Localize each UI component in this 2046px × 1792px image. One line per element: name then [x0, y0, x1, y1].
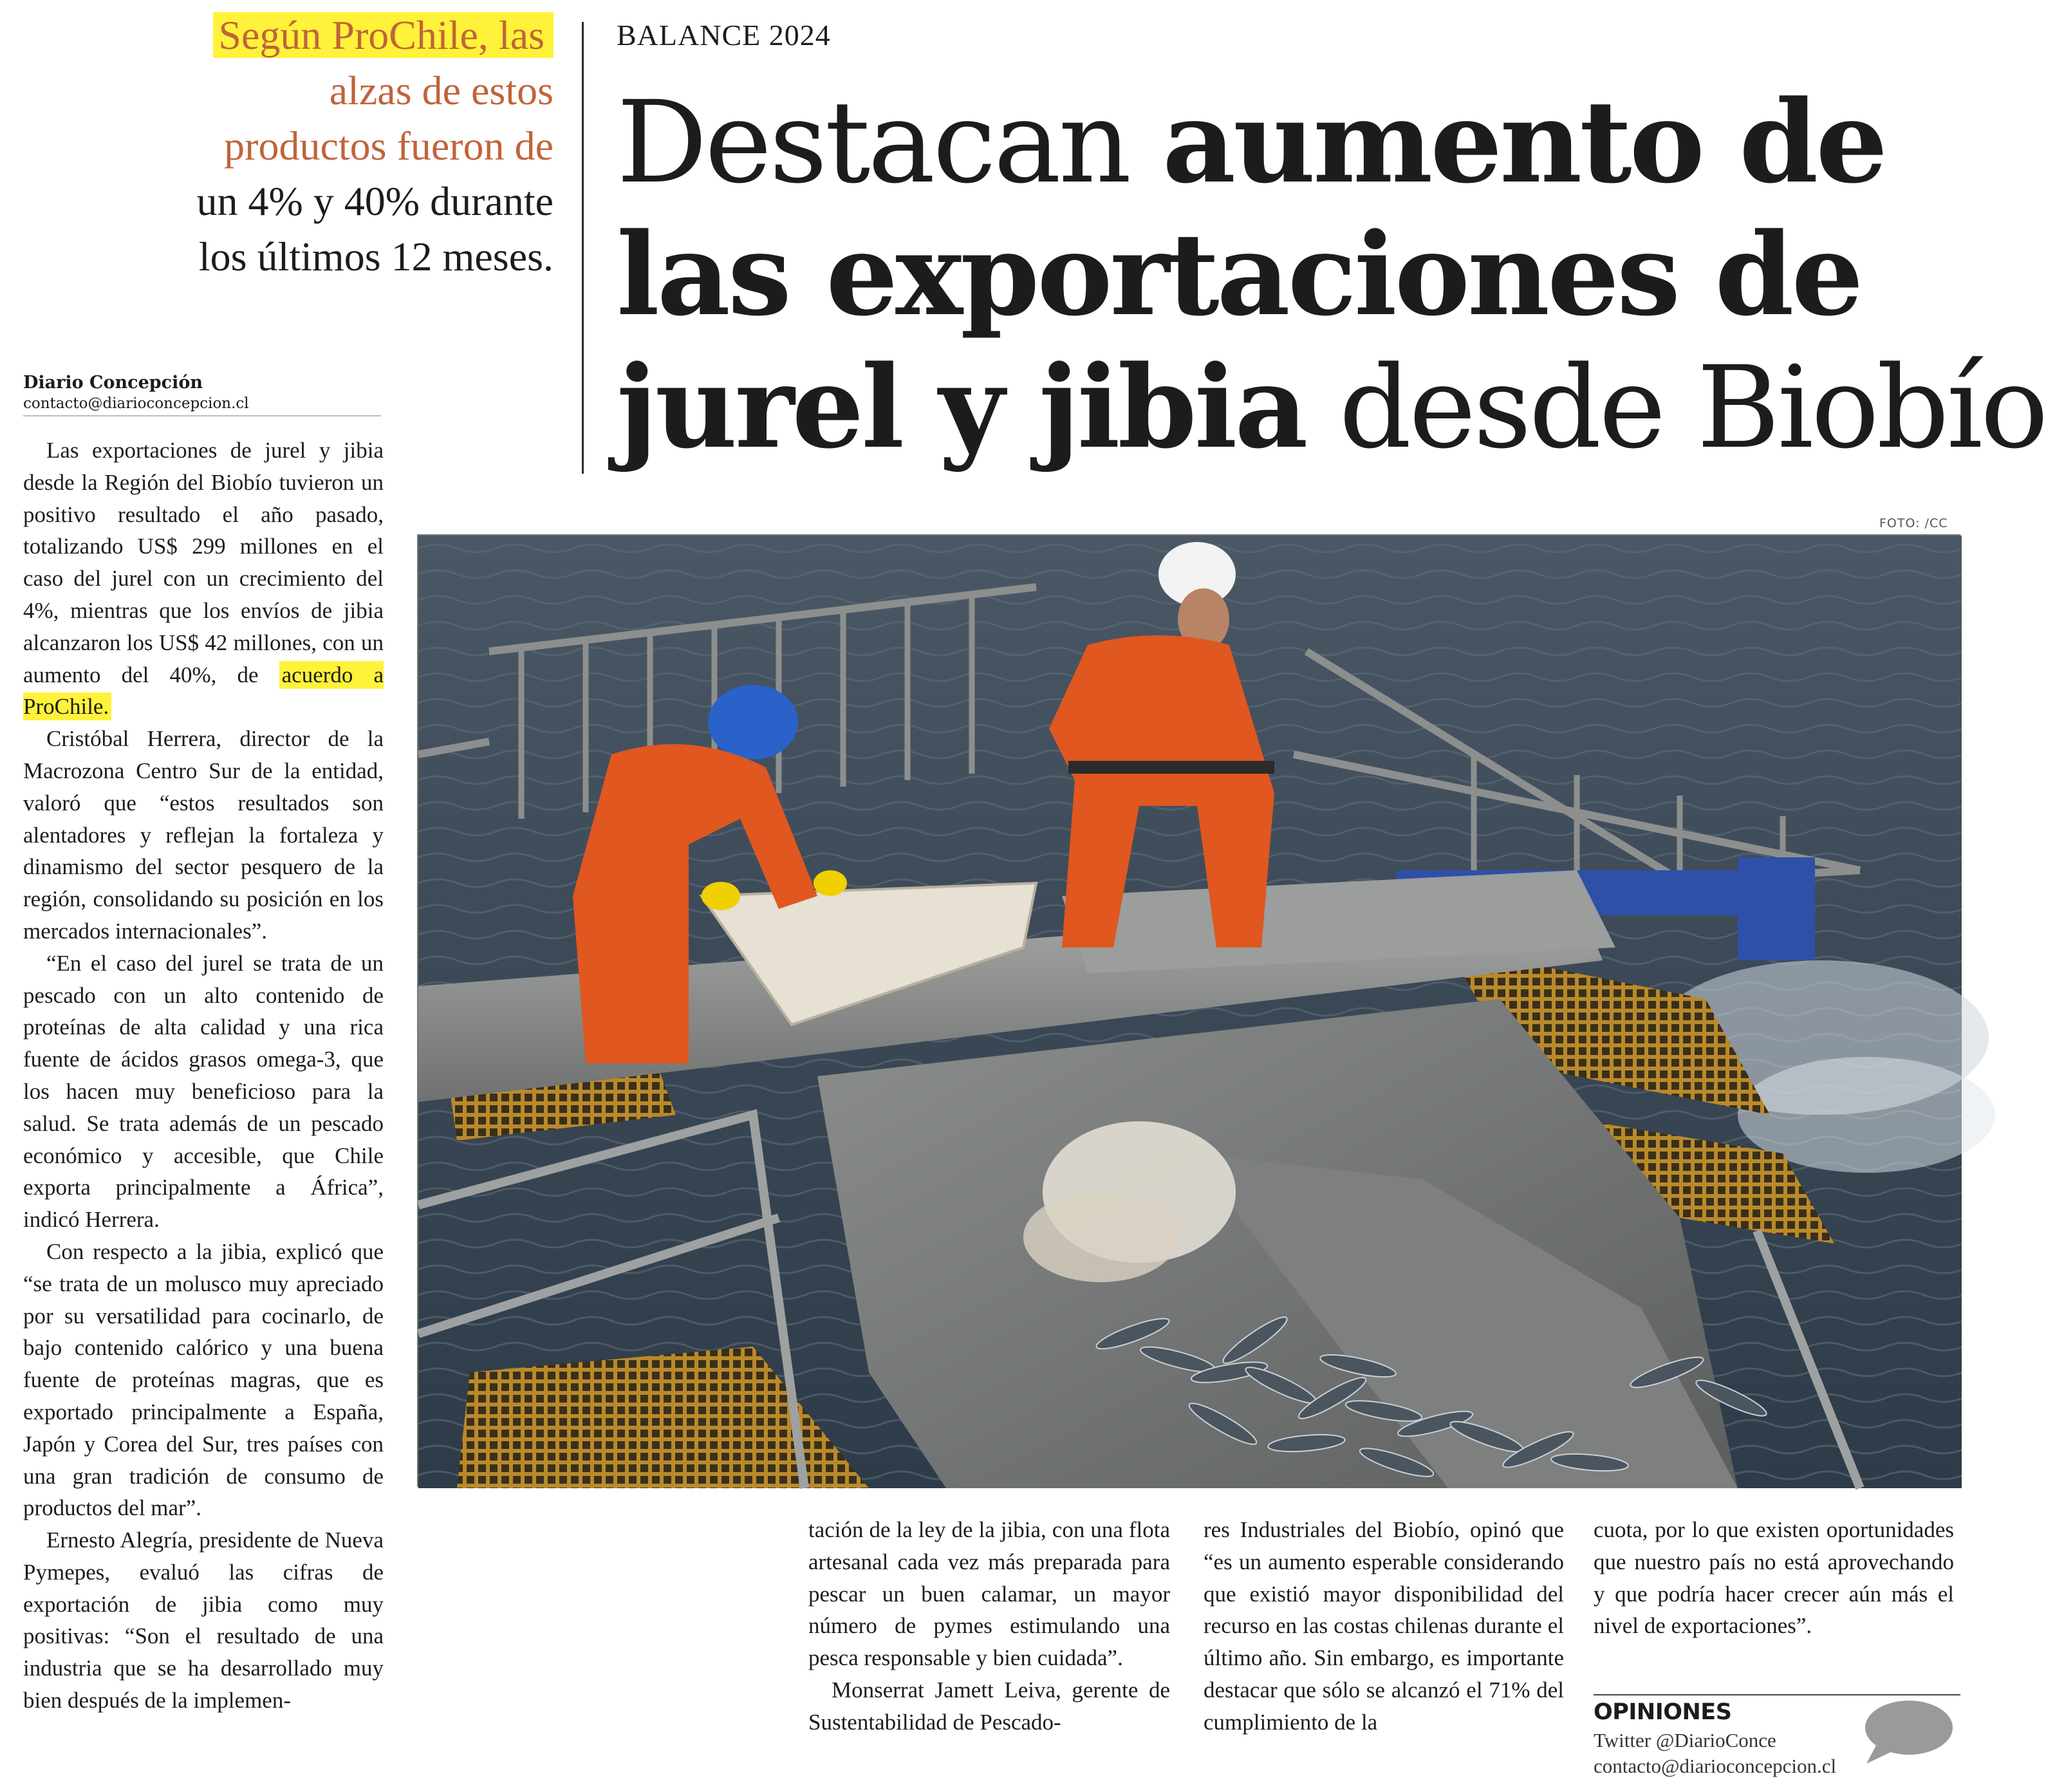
byline	[23, 372, 381, 413]
article-paragraph: cuota, por lo que existen oportunidades que nuestro país no está aprovechando y que podría hacer crecer aún más el nivel de exportaciones”.	[1594, 1517, 1954, 1639]
article-paragraph: tación de la ley de la jibia, con una flota artesanal cada vez más preparada para pescar un buen calamar, un mayor número de pymes estimulando una pesca responsable y bien cuidada”.	[808, 1517, 1170, 1671]
article-paragraph: Ernesto Alegría, presidente de Nueva Pymepes, evaluó las cifras de exportación de jibia como muy positivas: “Son el resultado de una industria que se ha desarrollado muy bien después de la implemen-	[23, 1527, 384, 1713]
fishing-boat-photo	[417, 534, 1960, 1487]
vertical-divider	[582, 22, 584, 474]
byline-email[interactable]: contacto@diarioconcepcion.cl	[23, 395, 249, 412]
speech-bubble-icon	[1859, 1697, 1955, 1768]
article-paragraph: Las exportaciones de jurel y jibia desde la Región del Biobío tuvieron un positivo resultado el año pasado, totalizando US$ 299 millones en el caso del jurel con un crecimiento del 4%, mientras que los envíos de jibia alcanzaron los US$ 42 millones, con un aumento del 40%, de acuerdo a ProChile.	[23, 438, 384, 720]
article-paragraph: Con respecto a la jibia, explicó que “se trata de un molusco muy apreciado por su versatilidad para cocinarlo, de bajo contenido calórico y una buena fuente de proteínas magras, que es exportado principalmente a España, Japón y Corea del Sur, tres países con una gran tradición de consumo de productos del mar”.	[23, 1238, 384, 1521]
photo-credit: FOTO: /CC	[1879, 516, 1948, 530]
byline-organization: Diario Concepción	[23, 373, 203, 393]
opiniones-email[interactable]: contacto@diarioconcepcion.cl	[1594, 1755, 1837, 1777]
pull-quote-line: alzas de estos	[329, 68, 553, 113]
section-kicker: BALANCE 2024	[617, 19, 831, 51]
headline-part: jurel y jibia	[617, 341, 1306, 474]
headline-part: las exportaciones de	[617, 208, 1861, 341]
pull-quote-line: un 4% y 40% durante	[196, 178, 553, 224]
photo-illustration	[418, 536, 1962, 1488]
pull-quote-highlight: Según ProChile, las	[213, 12, 553, 58]
headline	[617, 75, 2046, 474]
text-highlight: acuerdo a ProChile.	[23, 662, 384, 720]
headline-part: aumento de	[1162, 75, 1886, 209]
byline-divider	[23, 415, 381, 416]
opiniones-twitter[interactable]: Twitter @DiarioConce	[1594, 1729, 1776, 1751]
pull-quote-line: productos fueron de	[224, 123, 553, 169]
opiniones-title: OPINIONES	[1594, 1699, 1732, 1725]
article-paragraph: Monserrat Jamett Leiva, gerente de Sustentabilidad de Pescado-	[808, 1677, 1170, 1735]
article-paragraph: “En el caso del jurel se trata de un pescado con un alto contenido de proteínas de alta calidad y una rica fuente de ácidos grasos omega-3, que los hacen muy beneficioso para la salud. Se trata además de un pescado económico y accesible, que Chile exporta principalmente a África”, indicó Herrera.	[23, 950, 384, 1233]
headline-part: Destacan	[617, 77, 1130, 209]
article-column-1	[23, 434, 384, 1717]
pull-quote-line: los últimos 12 meses.	[198, 234, 553, 279]
article-paragraph: res Industriales del Biobío, opinó que “es un aumento esperable considerando que existió mayor disponibilidad del recurso en las costas chilenas durante el último año. Sin embargo, es importante destacar que sólo se alcanzó el 71% del cumplimiento de la	[1204, 1517, 1564, 1735]
article-column-3	[1204, 1514, 1564, 1739]
opiniones-divider	[1594, 1694, 1960, 1695]
headline-part: desde Biobío	[1339, 342, 2046, 474]
pull-quote	[26, 8, 553, 285]
article-paragraph: Cristóbal Herrera, director de la Macrozona Centro Sur de la entidad, valoró que “estos resultados son alentadores y reflejan la fortaleza y dinamismo del sector pesquero de la región, consolidando su posición en los mercados internacionales”.	[23, 726, 384, 944]
article-column-4	[1594, 1514, 1954, 1642]
article-column-2	[808, 1514, 1170, 1739]
